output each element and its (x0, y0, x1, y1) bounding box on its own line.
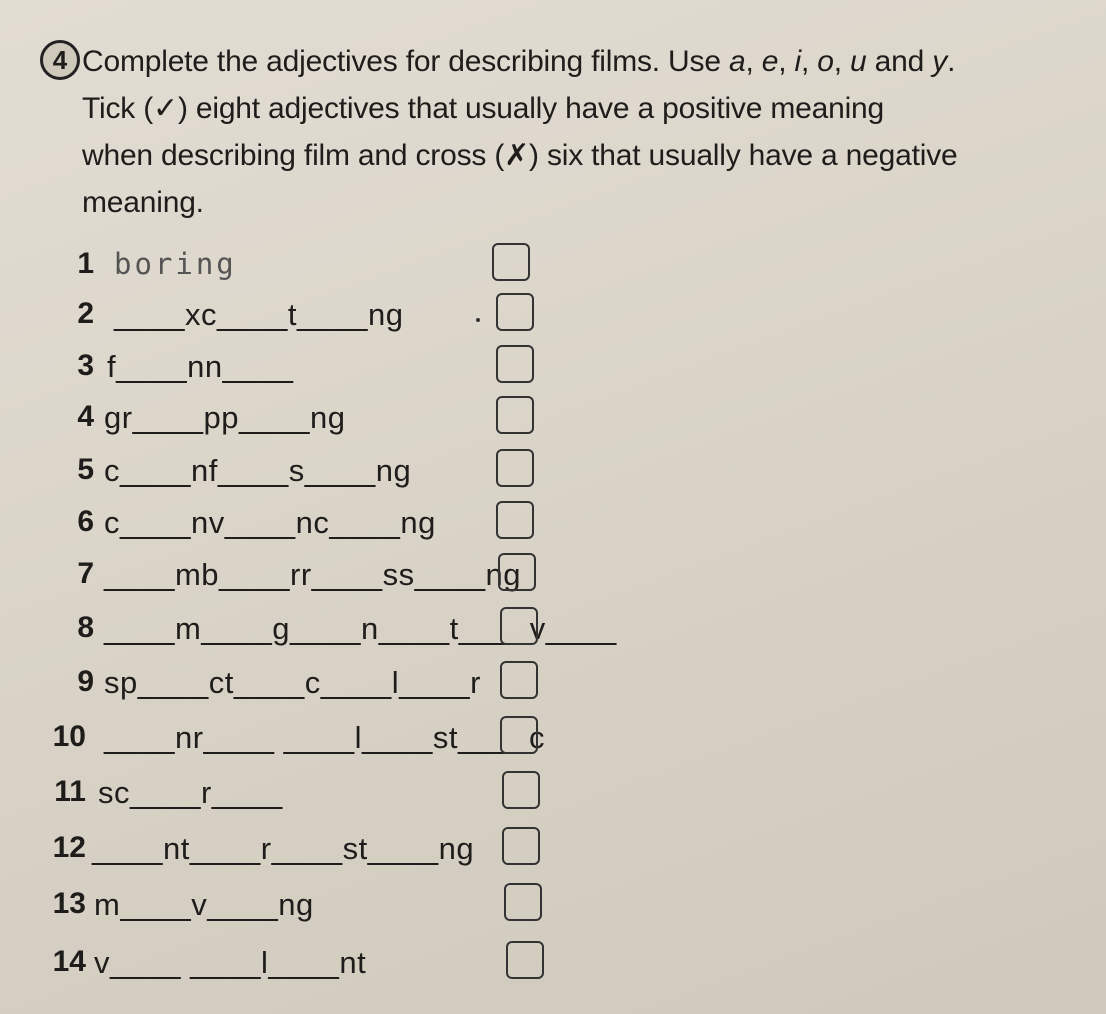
answer-checkbox[interactable] (496, 501, 534, 539)
gapped-adjective: m____v____ng (94, 887, 314, 922)
pen-mark (476, 318, 480, 322)
instruction-text: Tick (✓) eight adjectives that usually have a positive meaning (82, 92, 885, 125)
list-item (0, 396, 1106, 446)
answer-checkbox[interactable] (498, 553, 536, 591)
instruction-letter: a (728, 45, 746, 78)
handwritten-answer: boring (114, 247, 237, 281)
gapped-adjective: ____nt____r____st____ng (92, 831, 475, 866)
list-item (0, 771, 1106, 821)
instruction-letter: u (850, 45, 867, 78)
answer-checkbox[interactable] (506, 941, 544, 979)
list-item (0, 345, 1106, 395)
exercise-number: 4 (52, 44, 68, 75)
item-number: 12 (52, 831, 86, 864)
item-number: 2 (77, 297, 94, 330)
gapped-adjective: ____m____g____n____t____v____ (104, 611, 617, 646)
exercise-instructions (82, 38, 1082, 226)
list-item (0, 941, 1106, 991)
instruction-text: , (800, 45, 818, 78)
list-item (0, 449, 1106, 499)
instruction-letter: y (932, 45, 948, 78)
list-item (0, 553, 1106, 603)
gapped-adjective: c____nf____s____ng (104, 453, 412, 488)
instruction-text: Complete the adjectives for describing films. Use (82, 45, 729, 78)
instruction-line (82, 38, 1082, 85)
item-number: 4 (77, 400, 94, 433)
instruction-text: meaning. (82, 186, 204, 219)
instruction-letter: o (817, 45, 834, 78)
exercise-number-badge (40, 40, 80, 80)
instruction-letter: i (794, 45, 801, 78)
answer-checkbox[interactable] (496, 449, 534, 487)
list-item (0, 827, 1106, 877)
item-number: 11 (54, 775, 86, 808)
instruction-text: . (947, 45, 956, 78)
gapped-adjective: f____nn____ (107, 349, 294, 384)
item-number: 3 (77, 349, 94, 382)
answer-checkbox[interactable] (500, 661, 538, 699)
list-item (0, 716, 1106, 766)
list-item (0, 293, 1106, 343)
item-number: 6 (77, 505, 94, 538)
list-item (0, 243, 1106, 293)
instruction-text: , (745, 45, 762, 78)
answer-checkbox[interactable] (502, 827, 540, 865)
list-item (0, 661, 1106, 711)
answer-checkbox[interactable] (496, 293, 534, 331)
item-number: 7 (77, 557, 94, 590)
instruction-line (82, 85, 1082, 132)
list-item (0, 607, 1106, 657)
item-number: 13 (52, 887, 86, 920)
answer-checkbox[interactable] (500, 716, 538, 754)
list-item (0, 883, 1106, 933)
item-number: 9 (77, 665, 94, 698)
gapped-adjective: ____mb____rr____ss____ng (104, 557, 522, 592)
answer-checkbox[interactable] (492, 243, 530, 281)
answer-checkbox[interactable] (502, 771, 540, 809)
gapped-adjective: sp____ct____c____l____r (104, 665, 481, 700)
instruction-text: , (778, 45, 795, 78)
instruction-text: , (833, 45, 851, 78)
answer-checkbox[interactable] (496, 396, 534, 434)
item-number: 10 (52, 720, 86, 753)
answer-checkbox[interactable] (500, 607, 538, 645)
instruction-letter: e (761, 45, 779, 78)
item-number: 8 (77, 611, 94, 644)
instruction-text: when describing film and cross (✗) six that usually have a negative (82, 139, 958, 172)
instruction-line (82, 179, 1082, 226)
gapped-adjective: ____xc____t____ng (114, 297, 404, 332)
item-number: 1 (77, 247, 94, 280)
gapped-adjective: ____nr____ ____l____st____c (104, 720, 545, 755)
instruction-line (82, 132, 1082, 179)
instruction-text: and (866, 45, 933, 78)
item-number: 14 (52, 945, 86, 978)
gapped-adjective: sc____r____ (98, 775, 283, 810)
gapped-adjective: gr____pp____ng (104, 400, 346, 435)
item-number: 5 (77, 453, 94, 486)
answer-checkbox[interactable] (504, 883, 542, 921)
answer-checkbox[interactable] (496, 345, 534, 383)
list-item (0, 501, 1106, 551)
gapped-adjective: v____ ____l____nt (94, 945, 367, 980)
gapped-adjective: c____nv____nc____ng (104, 505, 436, 540)
